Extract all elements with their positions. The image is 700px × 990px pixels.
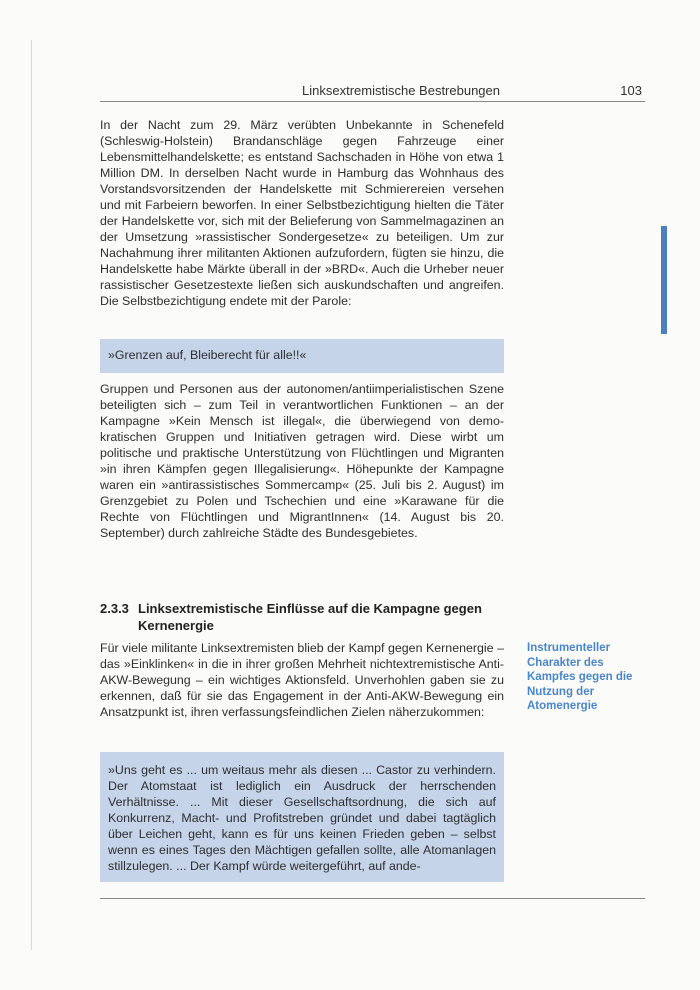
chapter-edge-marker <box>661 226 667 334</box>
quote-box-slogan <box>100 339 504 373</box>
section-title: Linksextremistische Einflüsse auf die Kampagne gegen Kernenergie <box>138 601 482 633</box>
running-header-title: Linksextremistische Bestrebungen <box>302 83 500 98</box>
body-paragraph-3: Für viele militante Linksextremisten blieb der Kampf gegen Kernenergie – das »Einklinken« in die in ihrer großen Mehrheit nichtextremistische Anti-AKW-Bewegung – ein wichtiges Aktionsfeld. Unverhohlen gaben sie zu erkennen, daß für sie das Engagement in der Anti-AKW-Bewegung ein Ansatzpunkt ist, ihren verfassungsfeindlichen Zielen näherzukommen: <box>100 641 504 719</box>
quote-text-slogan: »Grenzen auf, Bleiberecht für alle!!« <box>108 348 307 362</box>
quote-text-castor: »Uns geht es ... um weitaus mehr als diesen ... Castor zu verhindern. Der Atomstaat ist lediglich ein Ausdruck der herrschenden Verhältnisse. ... Mit dieser Gesellschaftsordnung, die sich auf Konkurrenz, Macht- und Profitstreben gründet und dabei tagtäglich über Leichen geht, kann es für uns keinen Frieden geben – selbst wenn es eines Tages den Mächtigen gefallen sollte, alle Atomanlagen stillzulegen. ... Der Kampf würde weitergeführt, auf ande- <box>108 763 496 873</box>
page-number: 103 <box>620 83 642 98</box>
scan-binding-edge <box>31 40 32 950</box>
body-paragraph-2: Gruppen und Personen aus der autonomen/antiimperialistischen Szene beteiligten sich – zum Teil in verantwortlichen Funktionen – an der Kampagne »Kein Mensch ist illegal«, die überwiegend von demokratischen Gruppen und Initiativen getragen wird. Diese wirbt um politische und praktische Unterstützung von Flüchtlingen und Migranten »in ihren Kämpfen gegen Illegalisierung«. Höhepunkte der Kampagne waren ein »antirassistisches Sommercamp« (25. Juli bis 2. August) im Grenzgebiet zu Polen und Tschechien und eine »Karawane für die Rechte von Flüchtlingen und MigrantInnen« (14. August bis 20. September) durch zahlreiche Städte des Bundesgebietes. <box>100 382 504 540</box>
section-number: 2.3.3 <box>100 601 129 616</box>
footer-divider <box>100 898 645 899</box>
section-heading <box>100 600 520 634</box>
margin-note: Instrumenteller Charakter des Kampfes gegen die Nutzung der Atomenergie <box>527 642 633 712</box>
body-paragraph-1: In der Nacht zum 29. März verübten Unbekannte in Schenefeld (Schleswig-Holstein) Brandanschläge gegen Fahrzeuge einer Lebensmittelhandelskette; es entstand Sachschaden in Höhe von etwa 1 Million DM. In derselben Nacht wurde in Hamburg das Wohnhaus des Vorstandsvorsitzenden der Handelskette mit Schmierereien versehen und mit Farbeiern beworfen. In einer Selbstbezichtigung hielten die Täter der Handelskette vor, sich mit der Belieferung von Sammelmagazinen an der Umsetzung »rassistischer Sondergesetze« zu beteiligen. Um zur Nachahmung ihrer militanten Aktionen aufzufordern, fügten sie hinzu, die Handelskette habe Märkte überall in der »BRD«. Auch die Urheber neuer rassistischer Gesetzestexte ließen sich auskundschaften und angreifen. Die Selbstbezichtigung endete mit der Parole: <box>100 118 504 308</box>
header-divider <box>100 101 645 102</box>
quote-box-castor <box>100 752 504 882</box>
